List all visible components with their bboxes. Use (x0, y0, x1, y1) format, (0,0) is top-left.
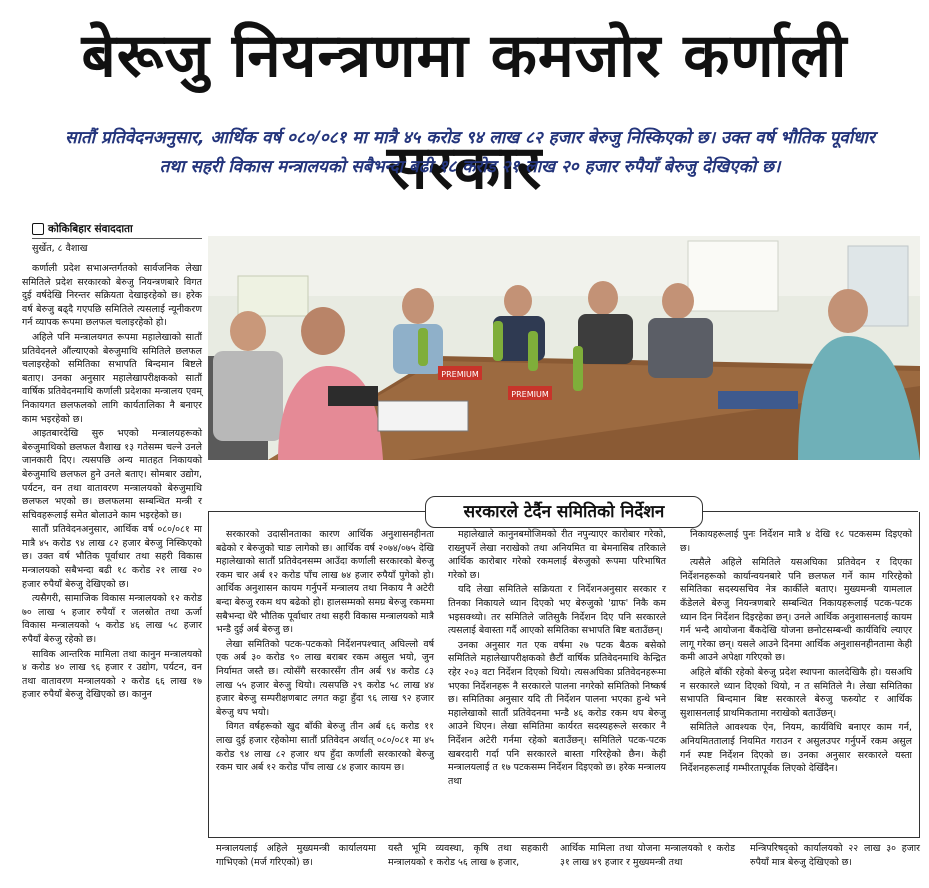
box-column-3 (680, 528, 912, 777)
bottom-text: मन्त्रालयलाई अहिले मुख्यमन्त्री कार्यालयमा गाभिएको (मर्ज गरिएको) छ। (216, 843, 376, 868)
subheading: सरकारले टेर्दैन समितिको निर्देशन (425, 496, 703, 528)
paragraph: विगत वर्षहरूको खुद बाँकी बेरुजु तीन अर्ब ६६ करोड ११ लाख दुई हजार रहेकोमा सातौं प्रतिवेदन अर्थात् ०८०/०८१ मा ४५ करोड ९४ लाख ८२ हजार थप हुँदा कर्णाली सरकारको बेरुजु रकम चार अर्ब १२ करोड पाँच लाख ८४ हजार कायम छ। (216, 721, 434, 774)
bottom-text: यस्तै भूमि व्यवस्था, कृषि तथा सहकारी मन्त्रालयको १ करोड ५६ लाख ७ हजार, (388, 843, 548, 868)
deck-summary: सातौं प्रतिवेदनअनुसार, आर्थिक वर्ष ०८०/०८१ मा मात्रै ४५ करोड ९४ लाख ८२ हजार बेरुजु निस्किएको छ। उक्त वर्ष भौतिक पूर्वाधार तथा सहरी विकास मन्त्रालयको सबैभन्दा बढी १८ करोड २१ लाख २० हजार रुपैयाँ बेरुजु देखिएको छ। (65, 128, 875, 177)
paragraph: महालेखाले कानुनबमोजिमको रीत नपुन्याएर कारोबार गरेको, राख्नुपर्ने लेखा नराखेको तथा अनियमित वा बेमनासिब तरिकाले आर्थिक कारोबार गरेको रकमलाई बेरुजुको रूपमा परिभाषित गरेको छ। (448, 529, 666, 581)
headline: बेरूजु नियन्त्रणमा कमजोर कर्णाली सरकार (81, 21, 848, 203)
byline (32, 222, 202, 254)
paragraph: सरकारको उदासीनताका कारण आर्थिक अनुशासनहीनता बढेको र बेरुजुको चाङ लागेको छ। आर्थिक वर्ष २०७४/०७५ देखि महालेखाको सातौं प्रतिवेदनसम्म आउँदा कर्णाली सरकारको बेरुजु रकम चार अर्ब १२ करोड पाँच लाख ७४ हजार रुपैयाँ पुगेको हो। आर्थिक अनुशासन कायम गर्नुपर्ने मन्त्रालय तथा निकाय नै अटेरी बन्दा बेरुजु रकम थप बढेको हो। हालसम्मको समग्र बेरुजु रकममा सबैभन्दा धेरै भौतिक पूर्वाधार तथा सहरी विकास मन्त्रालयको मात्रै भन्डै दुई अर्ब बेरुजु छ। (216, 529, 434, 636)
paragraph: समितिले आवश्यक ऐन, नियम, कार्यविधि बनाएर काम गर्न, अनियमिततालाई नियमित गराउन र असुलउपर गर्नुपर्ने रकम असुल गर्न स्पष्ट निर्देशन दिएको छ। उनका अनुसार सरकारले यस्ता निर्देशनहरूलाई गम्भीरतापूर्वक लिएको देखिँदैन। (680, 722, 912, 775)
box-column-1 (216, 528, 434, 776)
paragraph: कर्णाली प्रदेश सभाअन्तर्गतको सार्वजनिक लेखा समितिले प्रदेश सरकारको बेरुजु नियन्त्रणबारे विगत दुई वर्षदेखि निरन्तर सक्रियता देखाइरहेको छ। हरेक वर्ष बेरुजु बढ्दै गएपछि समितिले त्यसलाई न्यूनीकरण गर्न व्यापक रूपमा छलफल चलाइरहेको हो। (22, 263, 202, 329)
meeting-photo-illustration (208, 236, 920, 460)
paragraph: अहिले बाँकी रहेको बेरुजु प्रदेश स्थापना कालदेखिकै हो। यसअघि न सरकारले ध्यान दिएको थियो, न त समितिले नै। लेखा समितिका सभापति बिन्दमान बिष्ट सरकारले बेरुजु फस्र्योट र आर्थिक सुशासनलाई प्राथमिकतामा नराखेको बताउँछन्। (680, 666, 912, 719)
author-name: कोकिबिहार संवाददाता (48, 223, 133, 235)
paragraph: यदि लेखा समितिले सक्रियता र निर्देशनअनुसार सरकार र तिनका निकायले ध्यान दिएको भए बेरुजुको 'ग्राफ' निकै कम भइसक्थ्यो। तर समितिले जतिसुकै निर्देशन दिए पनि सरकारले त्यसलाई बेवास्ता गर्दै आएको समितिका सभापति बिष्ट बताउँछन्। (448, 584, 666, 637)
placard-text: PREMIUM (441, 370, 479, 379)
placard-text: PREMIUM (511, 390, 549, 399)
paragraph: त्यसैले अहिले समितिले यसअघिका प्रतिवेदन र दिएका निर्देशनहरूको कार्यान्वयनबारे पनि छलफल गर्ने काम गरिरहेको समितिका सदस्यसचिव नेत्र कार्कीले बताए। मुख्यमन्त्री यामलाल कँडेलले बेरुजु नियन्त्रणबारे सम्बन्धित निकायहरूलाई पटक-पटक ध्यान दिन निर्देशन दिइरहेका छन्। उनले आर्थिक अनुशासनलाई कायम गर्न भन्दै आयोजना बैंकदेखि योजना छनोटसम्बन्धी कार्यविधि ल्याएर लागू गरेका छन्। यसले आउने दिनमा आर्थिक अनुशासनहीनतामा केही कमी आउने अपेक्षा गरिएको छ। (680, 557, 912, 664)
box-column-2 (448, 528, 666, 789)
paragraph: त्यसैगरी, सामाजिक विकास मन्त्रालयको १२ करोड ७० लाख ५ हजार रुपैयाँ र जलस्रोत तथा ऊर्जा विकास मन्त्रालयको ५ करोड ४६ लाख ५८ हजार रुपैयाँ बेरुजु रहेको छ। (22, 593, 202, 646)
paragraph: लेखा समितिको पटक-पटकको निर्देशनपश्चात् अघिल्लो वर्ष एक अर्ब ३० करोड ९० लाख बराबर रकम असुल भयो, जुन निर्यामत जस्तै छ। त्योसँगै सरकारसँग तीन अर्ब ९४ करोड ८३ लाख ५५ हजार बेरुजु थियो। त्यसपछि २९ करोड ५८ लाख ४४ हजार बेरुजु सम्परीक्षणबाट लगत कट्टा हुँदा ९६ लाख ९२ हजार बेरुजु थप भयो। (216, 638, 434, 718)
paragraph: सातौं प्रतिवेदनअनुसार, आर्थिक वर्ष ०८०/०८१ मा मात्रै ४५ करोड ९४ लाख ८२ हजार बेरुजु निस्किएको छ। उक्त वर्ष भौतिक पूर्वाधार तथा सहरी विकास मन्त्रालयको सबैभन्दा बढी १८ करोड २१ लाख २० हजार रुपैयाँ बेरुजु देखिएको छ। (22, 524, 202, 590)
meeting-photo (208, 236, 920, 460)
byline-author (32, 222, 202, 239)
paragraph: साविक आन्तरिक मामिला तथा कानुन मन्त्रालयको ४ करोड ४० लाख ९६ हजार र उद्योग, पर्यटन, वन तथा वातावरण मन्त्रालयको २ करोड ६६ लाख १७ हजार रुपैयाँ बेरुजु देखिएको छ। कानुन (22, 648, 202, 701)
bottom-text: आर्थिक मामिला तथा योजना मन्त्रालयको १ करोड ३१ लाख ४९ हजार र मुख्यमन्त्री तथा (560, 843, 735, 868)
paragraph: उनका अनुसार गत एक वर्षमा २७ पटक बैठक बसेको समितिले महालेखापरीक्षकको छैटौं वार्षिक प्रतिवेदनमाथि केन्द्रित रहेर २०३ वटा निर्देशन दिएको थियो। त्यसअघिका प्रतिवेदनहरूमा भएका निर्देशनहरू नै सरकारले पालना नगरेको समितिको निष्कर्ष छ। समितिका अनुसार यदि ती निर्देशन पालना भएका हुन्थे भने महालेखाको सातौं प्रतिवेदनमा भन्डै ४६ करोड रकम थप बेरुजु आउने थिएन। लेखा समितिमा कार्यरत सदस्यहरूले सरकार नै निर्देशन अटेरी गर्नमा रहेको बताउँछन्। समितिले पटक-पटक खबरदारी गर्दा पनि सरकारले बास्ता गरिरहेको छैन। केही मन्त्रालयलाई त १७ पटकसम्म निर्देशन दिइएको छ। हरेक मन्त्रालय तथा (448, 639, 666, 787)
dateline: सुर्खेत, ८ वैशाख (32, 243, 88, 254)
paragraph: आइतबारदेखि सुरु भएको मन्त्रालयहरूको बेरुजुमाथिको छलफल वैशाख १३ गतेसम्म चल्ने उनले जानकारी दिए। त्यसपछि अन्य मातहत निकायको बेरुजुमाथि छलफल हुने उनले बताए। सोमबार उद्योग, पर्यटन, वन तथा वातावरण मन्त्रालयको बेरुजुमाथि छलफल भएको छ। छलफलमा सम्बन्धित मन्त्री र सचिवहरूलाई समेत बोलाउने काम भइरहेको छ। (22, 428, 202, 521)
bottom-text: मन्त्रिपरिषद्को कार्यालयको २२ लाख ३० हजार रुपैयाँ मात्र बेरुजु देखिएको छ। (750, 843, 920, 868)
paragraph: अहिले पनि मन्त्रालयगत रूपमा महालेखाको सातौं प्रतिवेदनले औंल्याएको बेरुजुमाथि समितिले छलफल चलाइरहेको समितिका सभापति बिन्दमान बिष्टले बताए। उनका अनुसार महालेखापरीक्षकको सातौं वार्षिक प्रतिवेदनमाथि कर्णाली प्रदेशका मन्त्रालय एवम् निकायगत छलफलको लागि कार्यतालिका नै बनाएर काम भइरहेको छ। (22, 331, 202, 425)
paragraph: निकायहरूलाई पुनः निर्देशन मात्रै ४ देखि १८ पटकसम्म दिइएको छ। (680, 529, 912, 554)
pen-icon (32, 223, 44, 235)
left-column (22, 262, 202, 703)
